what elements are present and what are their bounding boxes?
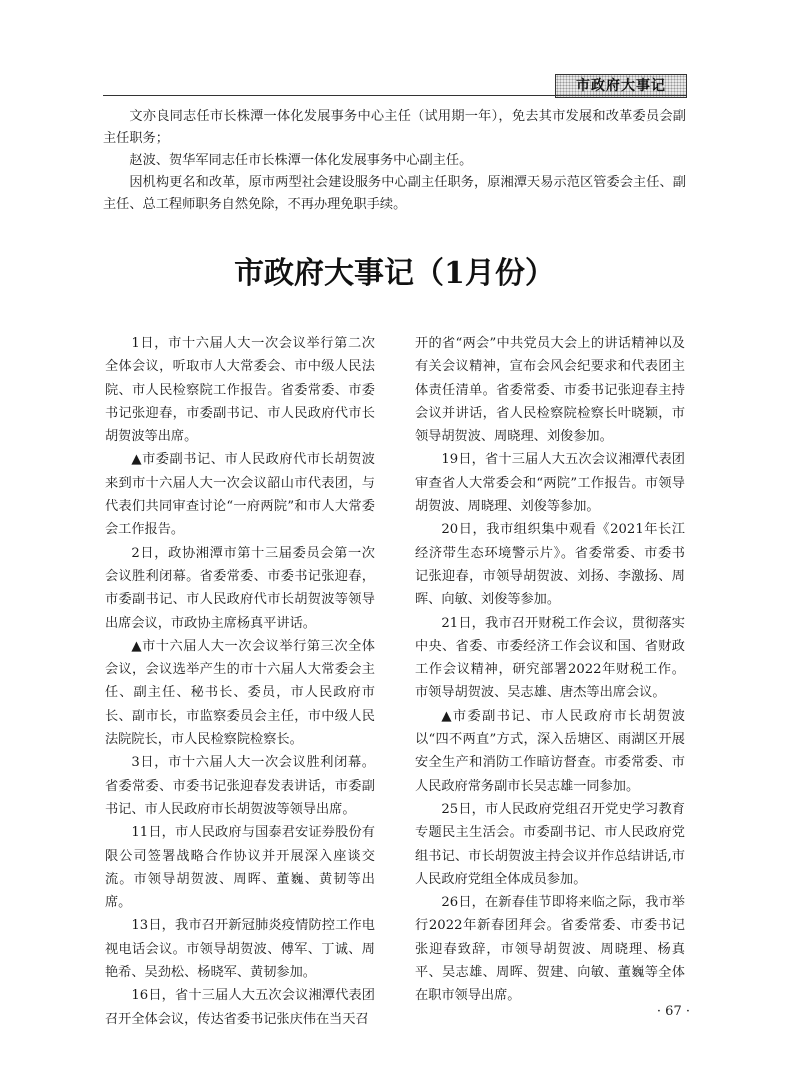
intro-paragraph: 文亦良同志任市长株潭一体化发展事务中心主任（试用期一年），免去其市发展和改革委员会副主任职务； <box>103 109 686 146</box>
event-paragraph: 19日，省十三届人大五次会议湘潭代表团审查省人大常委会和“两院”工作报告。市领导胡贺波、周晓理、刘俊等参加。 <box>415 452 685 515</box>
event-paragraph: 21日，我市召开财税工作会议，贯彻落实中央、省委、市委经济工作会议和国、省财政工作会议精神，研究部署2022年财税工作。市领导胡贺波、吴志雄、唐杰等出席会议。 <box>415 615 685 701</box>
page-number: · 67 · <box>656 1004 690 1019</box>
event-paragraph: 1日，市十六届人大一次会议举行第二次全体会议，听取市人大常委会、市中级人民法院、市人民检察院工作报告。省委常委、市委书记张迎春，市委副书记、市人民政府代市长胡贺波等出席。 <box>105 336 375 445</box>
header-rule <box>103 95 686 96</box>
event-paragraph: 11日，市人民政府与国泰君安证券股份有限公司签署战略合作协议并开展深入座谈交流。市领导胡贺波、周晖、董巍、黄韧等出席。 <box>105 825 375 911</box>
page-title: 市政府大事记（1月份） <box>234 256 555 291</box>
left-column <box>105 332 375 1031</box>
event-paragraph: ▲市委副书记、市人民政府代市长胡贺波来到市十六届人大一次会议韶山市代表团，与代表们共同审查讨论“一府两院”和市人大常委会工作报告。 <box>105 452 375 538</box>
event-paragraph: 3日，市十六届人大一次会议胜利闭幕。省委常委、市委书记张迎春发表讲话，市委副书记、市人民政府市长胡贺波等领导出席。 <box>105 755 375 817</box>
right-column <box>415 332 685 1008</box>
section-header-tag: 市政府大事记 <box>555 74 687 98</box>
event-paragraph: 26日，在新春佳节即将来临之际，我市举行2022年新春团拜会。省委常委、市委书记张迎春致辞，市领导胡贺波、周晓理、杨真平、吴志雄、周晖、贺建、向敏、董巍等全体在职市领导出席。 <box>415 895 685 1004</box>
event-paragraph: ▲市十六届人大一次会议举行第三次全体会议，会议选举产生的市十六届人大常委会主任、副主任、秘书长、委员，市人民政府市长、副市长，市监察委员会主任，市中级人民法院院长，市人民检察院检察长。 <box>105 638 375 748</box>
event-paragraph-continuation: 开的省“两会”中共党员大会上的讲话精神以及有关会议精神，宣布会风会纪要求和代表团主体责任清单。省委常委、市委书记张迎春主持会议并讲话，省人民检察院检察长叶晓颖，市领导胡贺波、周晓理、刘俊参加。 <box>415 336 685 445</box>
event-paragraph: 2日，政协湘潭市第十三届委员会第一次会议胜利闭幕。省委常委、市委书记张迎春，市委副书记、市人民政府代市长胡贺波等领导出席会议，市政协主席杨真平讲话。 <box>105 545 375 631</box>
event-paragraph: ▲市委副书记、市人民政府市长胡贺波以“四不两直”方式，深入岳塘区、雨湖区开展安全生产和消防工作暗访督查。市委常委、市人民政府常务副市长吴志雄一同参加。 <box>415 708 685 794</box>
event-paragraph: 16日，省十三届人大五次会议湘潭代表团召开全体会议，传达省委书记张庆伟在当天召 <box>105 988 375 1027</box>
intro-paragraph: 因机构更名和改革，原市两型社会建设服务中心副主任职务，原湘潭天易示范区管委会主任、副主任、总工程师职务自然免除，不再办理免职手续。 <box>103 175 686 212</box>
intro-block <box>103 106 686 216</box>
event-paragraph: 25日，市人民政府党组召开党史学习教育专题民主生活会。市委副书记、市人民政府党组书记、市长胡贺波主持会议并作总结讲话,市人民政府党组全体成员参加。 <box>415 801 685 887</box>
event-paragraph: 13日，我市召开新冠肺炎疫情防控工作电视电话会议。市领导胡贺波、傅军、丁诚、周艳希、吴劲松、杨晓军、黄韧参加。 <box>105 918 375 981</box>
event-paragraph: 20日，我市组织集中观看《2021年长江经济带生态环境警示片》。省委常委、市委书记张迎春，市领导胡贺波、刘扬、李激扬、周晖、向敏、刘俊等参加。 <box>415 522 685 608</box>
intro-paragraph: 赵波、贺华军同志任市长株潭一体化发展事务中心副主任。 <box>129 153 473 168</box>
